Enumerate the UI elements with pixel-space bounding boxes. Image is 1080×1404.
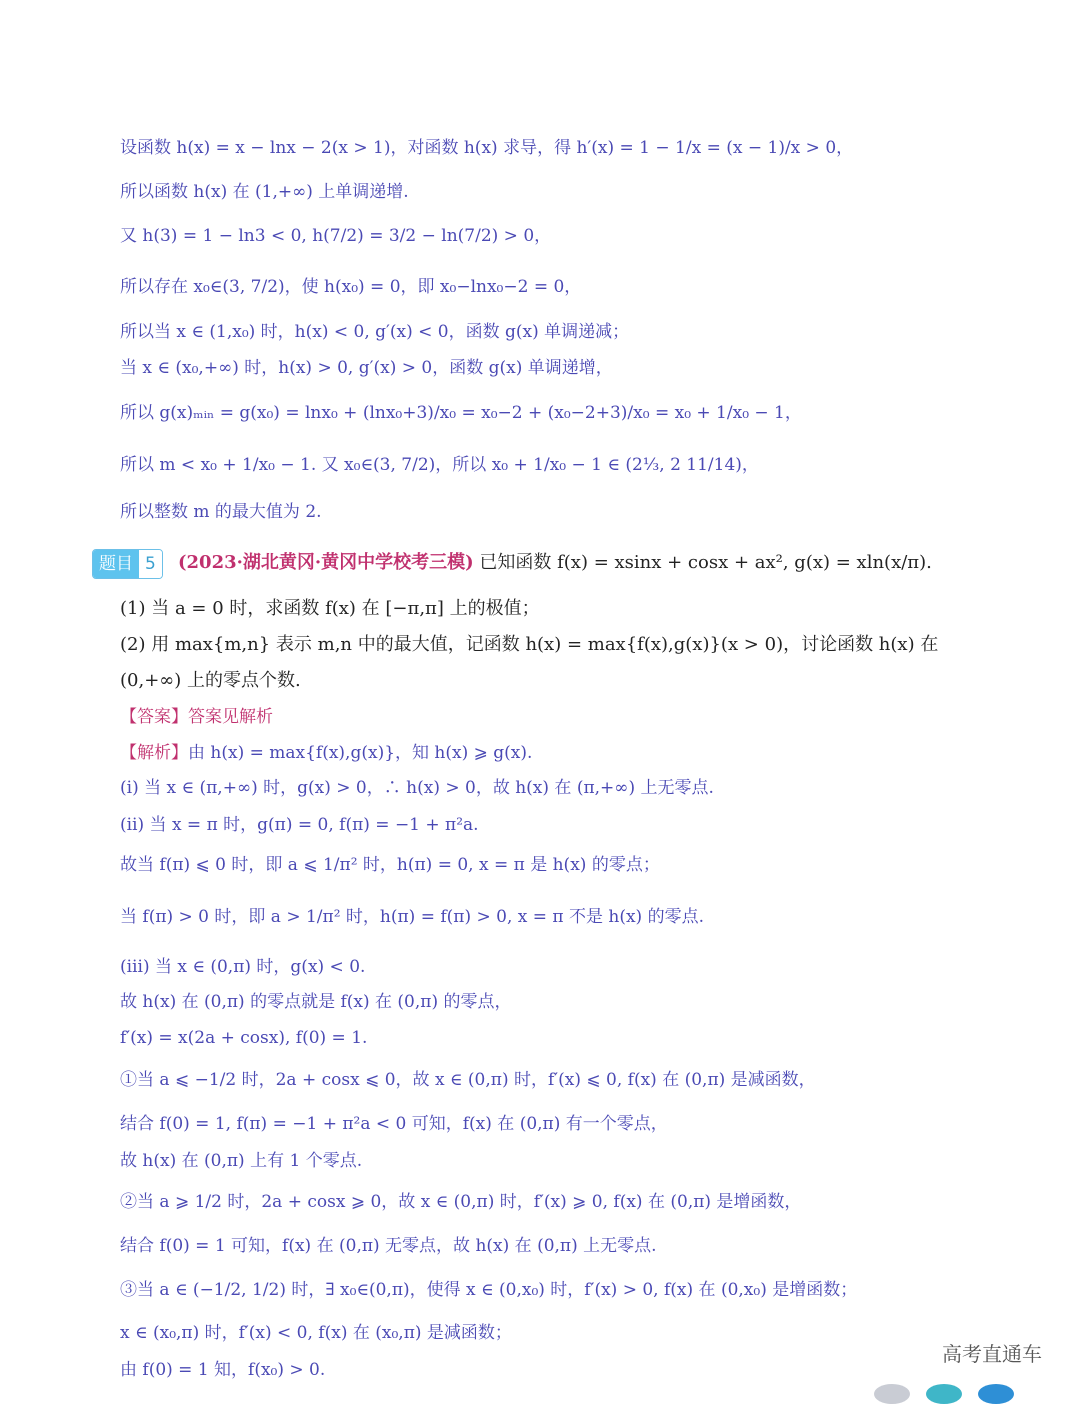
solution-line-2: 所以函数 h(x) 在 (1,+∞) 上单调递增. — [120, 182, 409, 202]
answer-label: 【答案】 — [120, 707, 188, 727]
analysis-label: 【解析】 — [120, 743, 188, 763]
answer-text: 答案见解析 — [188, 707, 273, 727]
analysis-line-2: (ⅱ) 当 x = π 时，g(π) = 0, f(π) = −1 + π²a. — [120, 815, 479, 835]
solution-line-6: 当 x ∈ (x₀,+∞) 时，h(x) > 0, g′(x) > 0，函数 g(x) 单调递增， — [120, 358, 613, 378]
analysis-line-4: 当 f(π) > 0 时，即 a > 1/π² 时，h(π) = f(π) > 0, x = π 不是 h(x) 的零点. — [120, 907, 705, 927]
analysis-line-3: 故当 f(π) ⩽ 0 时，即 a ⩽ 1/π² 时，h(π) = 0, x = π 是 h(x) 的零点； — [120, 855, 660, 875]
solution-line-1: 设函数 h(x) = x − lnx − 2(x > 1)，对函数 h(x) 求导，得 h′(x) = 1 − 1/x = (x − 1)/x > 0， — [120, 138, 854, 158]
analysis-line-7: f′(x) = x(2a + cosx), f(0) = 1. — [120, 1028, 368, 1048]
problem-badge-label: 题目 — [93, 550, 139, 578]
question-1: (1) 当 a = 0 时，求函数 f(x) 在 [−π,π] 上的极值； — [120, 598, 540, 619]
analysis-line-10: 故 h(x) 在 (0,π) 上有 1 个零点. — [120, 1151, 363, 1171]
answer-line — [120, 705, 273, 729]
analysis-line-12: 结合 f(0) = 1 可知，f(x) 在 (0,π) 无零点，故 h(x) 在 (0,π) 上无零点. — [120, 1236, 657, 1256]
solution-line-8: 所以 m < x₀ + 1/x₀ − 1. 又 x₀∈(3, 7/2)，所以 x₀ + 1/x₀ − 1 ∈ (2⅓, 2 11/14)， — [120, 455, 759, 475]
decor-circle-grey — [874, 1384, 910, 1404]
problem-source: (2023·湖北黄冈·黄冈中学校考三模) — [178, 552, 474, 573]
analysis-first-line — [120, 741, 532, 765]
solution-line-4: 所以存在 x₀∈(3, 7/2)，使 h(x₀) = 0，即 x₀−lnx₀−2 = 0， — [120, 277, 582, 297]
solution-line-7: 所以 g(x)ₘᵢₙ = g(x₀) = lnx₀ + (lnx₀+3)/x₀ = x₀−2 + (x₀−2+3)/x₀ = x₀ + 1/x₀ − 1， — [120, 403, 802, 423]
question-2-continued: (0,+∞) 上的零点个数. — [120, 670, 301, 691]
solution-line-9: 所以整数 m 的最大值为 2. — [120, 502, 322, 522]
problem-stem: 已知函数 f(x) = xsinx + cosx + ax², g(x) = xln(x/π). — [479, 552, 932, 573]
analysis-line-14: x ∈ (x₀,π) 时，f′(x) < 0, f(x) 在 (x₀,π) 是减函数； — [120, 1323, 512, 1343]
analysis-line-15: 由 f(0) = 1 知，f(x₀) > 0. — [120, 1360, 326, 1380]
decor-circle-teal — [926, 1384, 962, 1404]
problem-badge — [92, 549, 163, 579]
decor-circle-blue — [978, 1384, 1014, 1404]
analysis-line-11: ②当 a ⩾ 1/2 时，2a + cosx ⩾ 0，故 x ∈ (0,π) 时，f′(x) ⩾ 0, f(x) 在 (0,π) 是增函数， — [120, 1192, 802, 1212]
analysis-line-5: (ⅲ) 当 x ∈ (0,π) 时，g(x) < 0. — [120, 957, 366, 977]
analysis-line-13: ③当 a ∈ (−1/2, 1/2) 时，∃ x₀∈(0,π)，使得 x ∈ (0,x₀) 时，f′(x) > 0, f(x) 在 (0,x₀) 是增函数； — [120, 1280, 858, 1300]
solution-line-5: 所以当 x ∈ (1,x₀) 时，h(x) < 0, g′(x) < 0，函数 g(x) 单调递减； — [120, 322, 630, 342]
analysis-first: 由 h(x) = max{f(x),g(x)}，知 h(x) ⩾ g(x). — [188, 743, 533, 763]
watermark-text: 高考直通车 — [942, 1342, 1042, 1366]
analysis-line-6: 故 h(x) 在 (0,π) 的零点就是 f(x) 在 (0,π) 的零点， — [120, 992, 512, 1012]
problem-stem-line — [178, 551, 932, 575]
solution-line-3: 又 h(3) = 1 − ln3 < 0, h(7/2) = 3/2 − ln(7/2) > 0， — [120, 226, 552, 246]
analysis-line-8: ①当 a ⩽ −1/2 时，2a + cosx ⩽ 0，故 x ∈ (0,π) 时，f′(x) ⩽ 0, f(x) 在 (0,π) 是减函数， — [120, 1070, 816, 1090]
analysis-line-9: 结合 f(0) = 1, f(π) = −1 + π²a < 0 可知，f(x) 在 (0,π) 有一个零点， — [120, 1114, 668, 1134]
question-2: (2) 用 max{m,n} 表示 m,n 中的最大值，记函数 h(x) = max{f(x),g(x)}(x > 0)，讨论函数 h(x) 在 — [120, 634, 939, 655]
problem-badge-number: 5 — [139, 550, 162, 578]
analysis-line-1: (ⅰ) 当 x ∈ (π,+∞) 时，g(x) > 0，∴ h(x) > 0，故 h(x) 在 (π,+∞) 上无零点. — [120, 778, 714, 798]
